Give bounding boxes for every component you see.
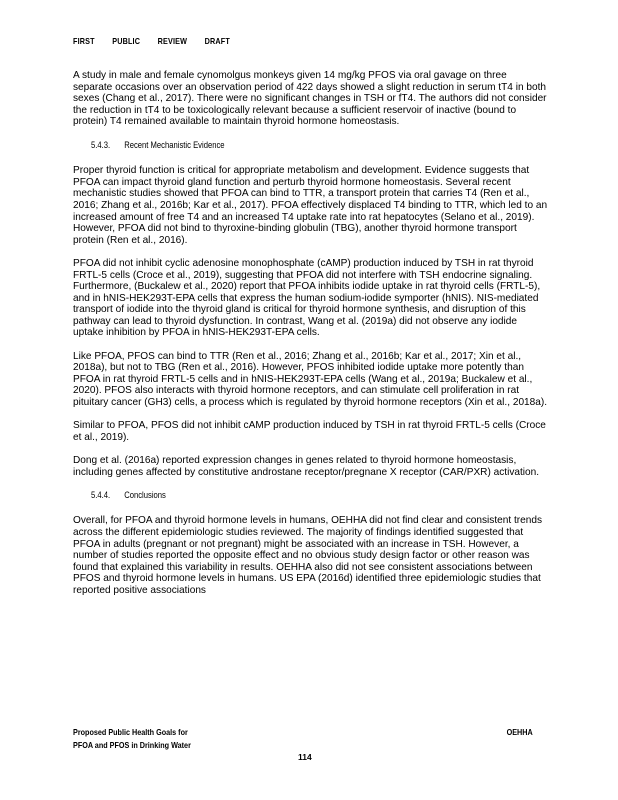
- header-word-first: FIRST: [73, 36, 95, 46]
- document-body: [73, 70, 548, 608]
- paragraph-pfos-camp: Similar to PFOA, PFOS did not inhibit cAMP production induced by TSH in rat thyroid FRTL-5 cells (Croce et al., 2019).: [73, 420, 546, 443]
- section-number: 5.4.3.: [91, 139, 111, 150]
- paragraph-thyroid-function: Proper thyroid function is critical for appropriate metabolism and development. Evidence suggests that PFOA can impact thyroid gland function and perturb thyroid hormone homeostasis. Several recent mechanistic studies showed that PFOA can bind to TTR, a transport protein that carries T4 (Ren et al., 2016; Zhang et al., 2016b; Kar et al., 2017). PFOA effectively displaced T4 binding to TTR, which led to an increased amount of free T4 and an increased T4 uptake rate into rat hepatocytes (Selano et al., 2019). However, PFOA did not bind to thyroxine-binding globulin (TBG), another thyroid hormone transport protein (Ren et al., 2016).: [73, 165, 548, 246]
- footer-agency: OEHHA: [506, 727, 533, 737]
- section-title: Conclusions: [124, 489, 166, 500]
- header-word-public: PUBLIC: [112, 36, 141, 46]
- page-number: 114: [298, 752, 312, 762]
- section-number: 5.4.4.: [91, 489, 111, 500]
- paragraph-conclusions: Overall, for PFOA and thyroid hormone levels in humans, OEHHA did not find clear and consistent trends across the different epidemiologic studies reviewed. The majority of findings identified suggested that PFOA in adults (pregnant or not pregnant) might be associated with an increase in TSH. However, a number of studies reported the opposite effect and no obvious study design factor or other reason was found that explained this variability in results. OEHHA also did not see consistent associations between PFOS and thyroid hormone levels in humans. US EPA (2016d) identified three epidemiologic studies that reported positive associations: [73, 515, 543, 596]
- page-footer: [73, 726, 533, 752]
- paragraph-monkey-study: A study in male and female cynomolgus monkeys given 14 mg/kg PFOS via oral gavage on three separate occasions over an observation period of 422 days showed a slight reduction in serum tT4 in both sexes (Chang et al., 2017). There were no significant changes in TSH or fT4. The authors did not consider the reduction in tT4 to be toxicologically relevant because a sufficient reservoir of inactive (bound to protein) T4 remained available to maintain thyroid hormone homeostasis.: [73, 70, 547, 128]
- section-heading-conclusions: [91, 490, 479, 502]
- paragraph-camp-iodide: PFOA did not inhibit cyclic adenosine monophosphate (cAMP) production induced by TSH in rat thyroid FRTL-5 cells (Croce et al., 2019), suggesting that PFOA did not interfere with TSH endocrine signaling. Furthermore, (Buckalew et al., 2020) report that PFOA inhibits iodide uptake in rat thyroid cells (FRTL-5), and in hNIS-HEK293T-EPA cells that express the human sodium-iodide symporter (hNIS). NIS-mediated transport of iodide into the thyroid gland is critical for thyroid hormone synthesis, and disruption of this pathway can lead to thyroid dysfunction. In contrast, Wang et al. (2019a) did not observe any iodide uptake inhibition by PFOA in hNIS-HEK293T-EPA cells.: [73, 257, 541, 339]
- paragraph-pfos-ttr: Like PFOA, PFOS can bind to TTR (Ren et al., 2016; Zhang et al., 2016b; Kar et al., 2017; Xin et al., 2018a), but not to TBG (Ren et al., 2016). However, PFOS inhibited iodide uptake more potently than PFOA in rat thyroid FRTL-5 cells and in hNIS-HEK293T-EPA cells (Wang et al., 2019a; Buckalew et al., 2020). PFOS also interacts with thyroid hormone receptors, and can stimulate cell proliferation in rat pituitary cancer (GH3) cells, a process which is regulated by thyroid hormone receptors (Xin et al., 2018a).: [73, 350, 548, 409]
- draft-header: [73, 36, 245, 46]
- header-word-draft: DRAFT: [204, 36, 230, 46]
- header-word-review: REVIEW: [157, 36, 188, 46]
- footer-title: [73, 726, 464, 752]
- section-heading-mechanistic: [91, 140, 479, 152]
- footer-line: Proposed Public Health Goals for: [73, 727, 188, 737]
- paragraph-gene-expression: Dong et al. (2016a) reported expression changes in genes related to thyroid hormone homeostasis, including genes affected by constitutive androstane receptor/pregnane X receptor (CAR/PXR) activation.: [73, 455, 540, 478]
- footer-line: PFOA and PFOS in Drinking Water: [73, 740, 191, 750]
- section-title: Recent Mechanistic Evidence: [124, 139, 225, 150]
